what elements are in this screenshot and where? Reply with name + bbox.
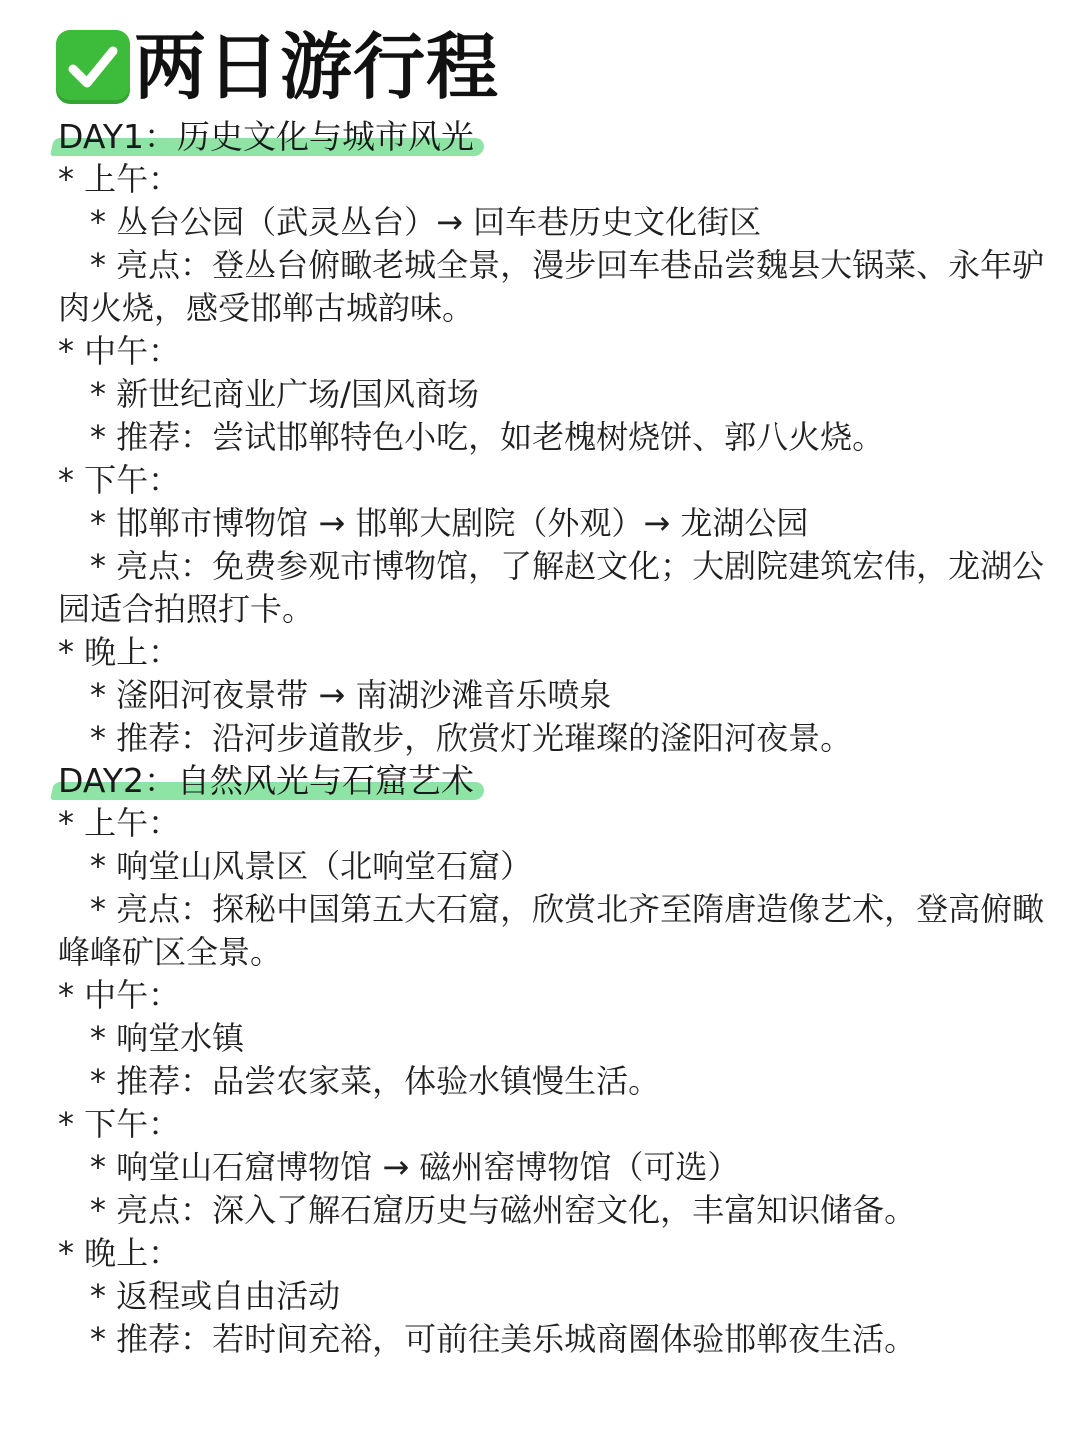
page-title: 两日游行程 — [134, 25, 500, 109]
list-item: * 亮点：深入了解石窟历史与磁州窑文化，丰富知识储备。 — [90, 1191, 917, 1229]
list-item: * 丛台公园（武灵丛台）→ 回车巷历史文化街区 — [90, 203, 762, 241]
list-item: * 邯郸市博物馆 → 邯郸大剧院（外观）→ 龙湖公园 — [90, 504, 809, 542]
list-item: * 推荐：尝试邯郸特色小吃，如老槐树烧饼、郭八火烧。 — [90, 418, 885, 456]
check-mark-glyph — [65, 39, 121, 95]
list-item: * 亮点：免费参观市博物馆，了解赵文化；大剧院建筑宏伟，龙湖公园适合拍照打卡。 — [58, 547, 1045, 628]
day-heading-text: DAY2：自然风光与石窟艺术 — [58, 761, 474, 800]
period-label: * 上午： — [58, 160, 181, 198]
list-item: * 响堂山风景区（北响堂石窟） — [90, 847, 533, 885]
list-item: * 响堂水镇 — [90, 1019, 245, 1057]
list-item: * 亮点：探秘中国第五大石窟，欣赏北齐至隋唐造像艺术，登高俯瞰峰峰矿区全景。 — [58, 890, 1045, 971]
day-heading-text: DAY1：历史文化与城市风光 — [58, 117, 474, 156]
itinerary-content — [58, 116, 1048, 1361]
period-label: * 中午： — [58, 332, 181, 370]
day-2-block — [58, 760, 1048, 1361]
list-item: * 亮点：登丛台俯瞰老城全景，漫步回车巷品尝魏县大锅菜、永年驴肉火烧，感受邯郸古城韵味。 — [58, 246, 1045, 327]
list-item: * 推荐：品尝农家菜，体验水镇慢生活。 — [90, 1062, 661, 1100]
list-item: * 推荐：若时间充裕，可前往美乐城商圈体验邯郸夜生活。 — [90, 1320, 917, 1358]
day-1-block — [58, 116, 1048, 760]
period-label: * 上午： — [58, 804, 181, 842]
list-item: * 推荐：沿河步道散步，欣赏灯光璀璨的滏阳河夜景。 — [90, 719, 853, 757]
period-label: * 下午： — [58, 461, 181, 499]
period-label: * 晚上： — [58, 1234, 181, 1272]
list-item: * 响堂山石窟博物馆 → 磁州窑博物馆（可选） — [90, 1148, 740, 1186]
title-row — [56, 24, 499, 110]
period-label: * 下午： — [58, 1105, 181, 1143]
day-heading — [58, 116, 474, 158]
period-label: * 中午： — [58, 976, 181, 1014]
list-item: * 返程或自由活动 — [90, 1277, 341, 1315]
day-heading — [58, 760, 474, 802]
list-item: * 新世纪商业广场/国风商场 — [90, 375, 479, 413]
check-mark-button-icon — [56, 30, 130, 104]
list-item: * 滏阳河夜景带 → 南湖沙滩音乐喷泉 — [90, 676, 612, 714]
period-label: * 晚上： — [58, 633, 181, 671]
